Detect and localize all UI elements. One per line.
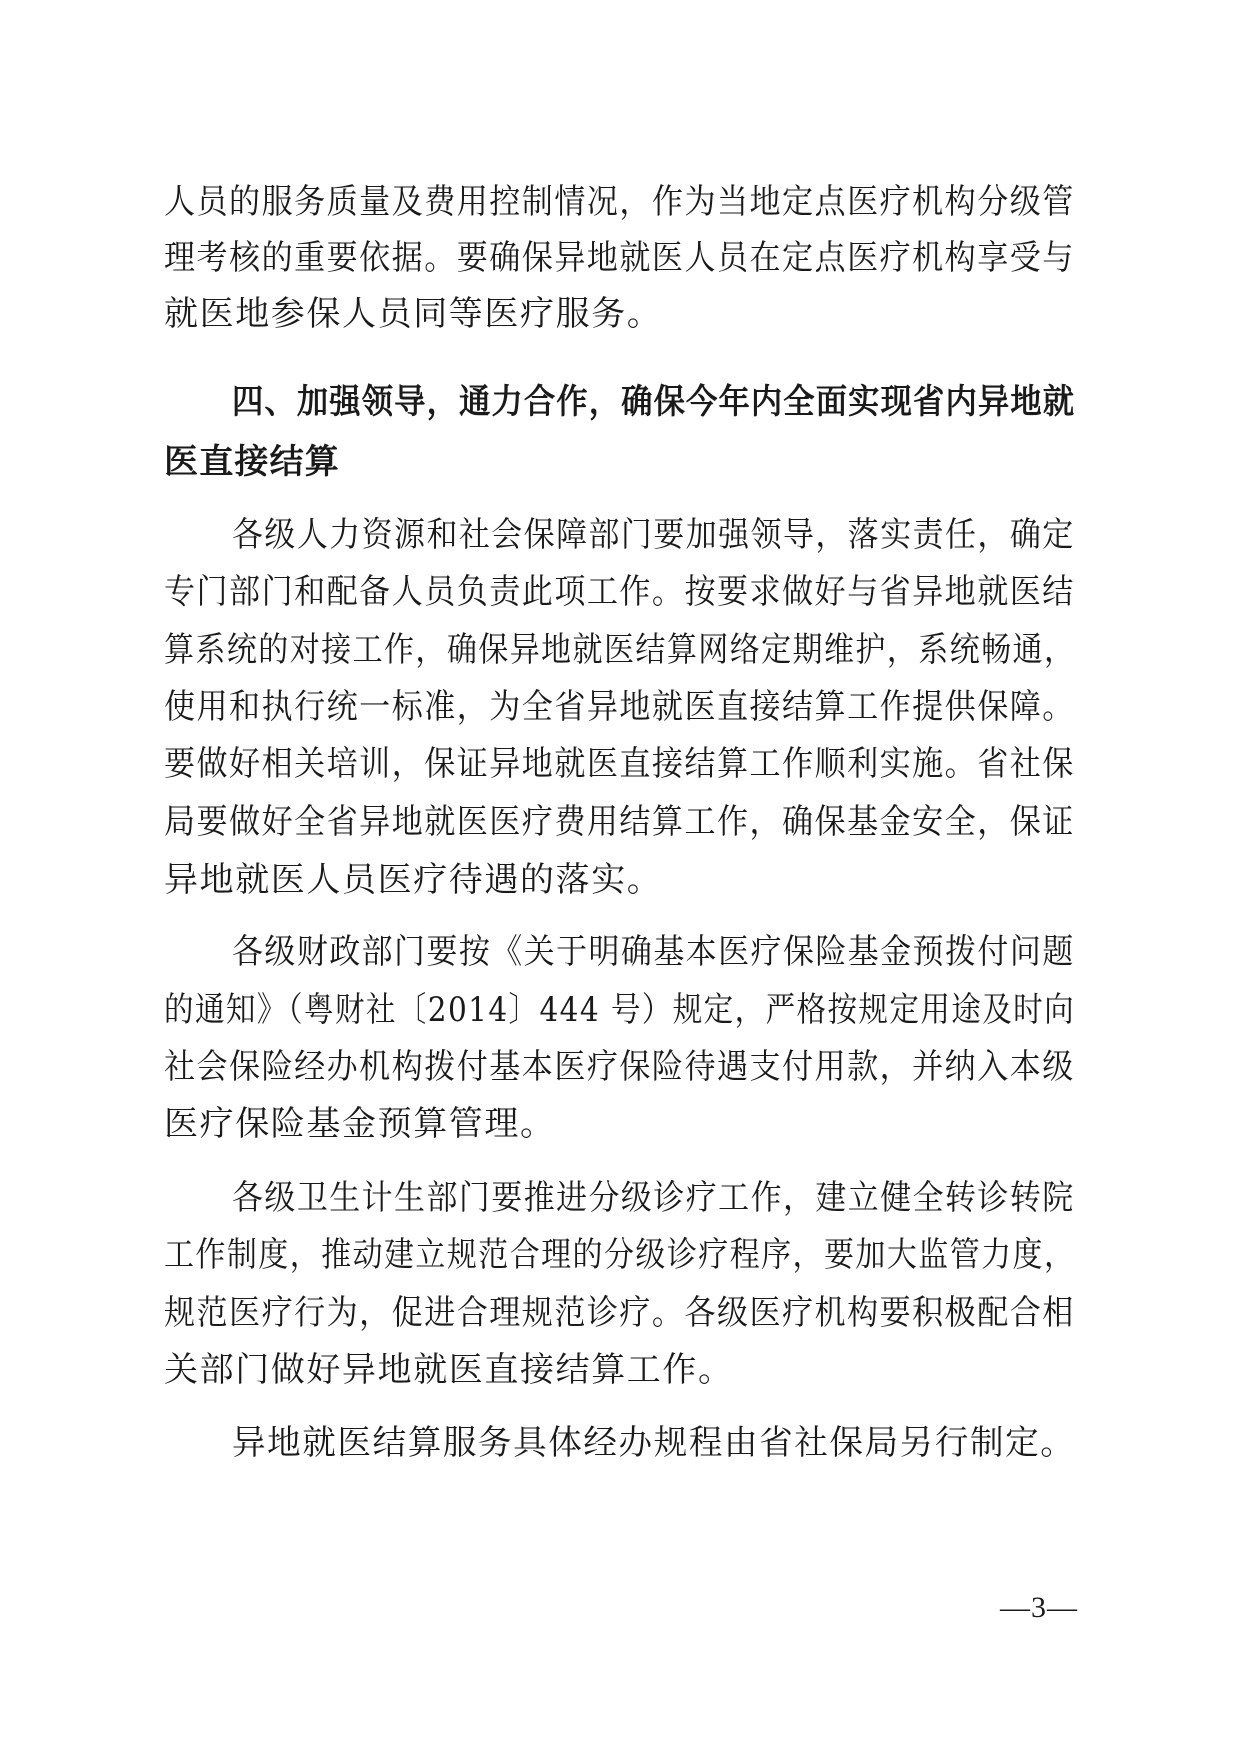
text-line: 医疗保险基金预算管理。 xyxy=(164,1104,556,1144)
section-heading-line: 四、加强领导，通力合作，确保今年内全面实现省内异地就 xyxy=(232,382,1076,422)
text-line: 就医地参保人员同等医疗服务。 xyxy=(164,294,663,334)
section-heading-line: 医直接结算 xyxy=(164,442,340,482)
text-line: 局要做好全省异地就医医疗费用结算工作，确保基金安全，保证 xyxy=(164,802,1075,842)
text-line: 使用和执行统一标准，为全省异地就医直接结算工作提供保障。 xyxy=(164,687,1075,727)
text-line: 异地就医人员医疗待遇的落实。 xyxy=(164,860,663,900)
text-line: 各级人力资源和社会保障部门要加强领导，落实责任，确定 xyxy=(232,515,1075,555)
text-line: 工作制度，推动建立规范合理的分级诊疗程序，要加大监管力度， xyxy=(164,1235,1076,1275)
text-line: 专门部门和配备人员负责此项工作。按要求做好与省异地就医结 xyxy=(164,572,1075,612)
text-line: 规范医疗行为，促进合理规范诊疗。各级医疗机构要积极配合相 xyxy=(164,1293,1075,1333)
text-line: 人员的服务质量及费用控制情况，作为当地定点医疗机构分级管 xyxy=(164,182,1075,222)
text-line: 要做好相关培训，保证异地就医直接结算工作顺利实施。省社保 xyxy=(164,744,1075,784)
text-line: 异地就医结算服务具体经办规程由省社保局另行制定。 xyxy=(232,1423,1076,1463)
text-line: 的通知》（粤财社〔2014〕444 号）规定，严格按规定用途及时向 xyxy=(164,990,1076,1030)
page-number: —3— xyxy=(1000,1591,1078,1624)
text-line: 各级财政部门要按《关于明确基本医疗保险基金预拨付问题 xyxy=(232,932,1075,972)
text-line: 关部门做好异地就医直接结算工作。 xyxy=(164,1350,734,1390)
text-line: 理考核的重要依据。要确保异地就医人员在定点医疗机构享受与 xyxy=(164,238,1075,278)
text-line: 算系统的对接工作，确保异地就医结算网络定期维护，系统畅通， xyxy=(164,630,1076,670)
text-line: 社会保险经办机构拨付基本医疗保险待遇支付用款，并纳入本级 xyxy=(164,1047,1075,1087)
text-line: 各级卫生计生部门要推进分级诊疗工作，建立健全转诊转院 xyxy=(232,1178,1075,1218)
